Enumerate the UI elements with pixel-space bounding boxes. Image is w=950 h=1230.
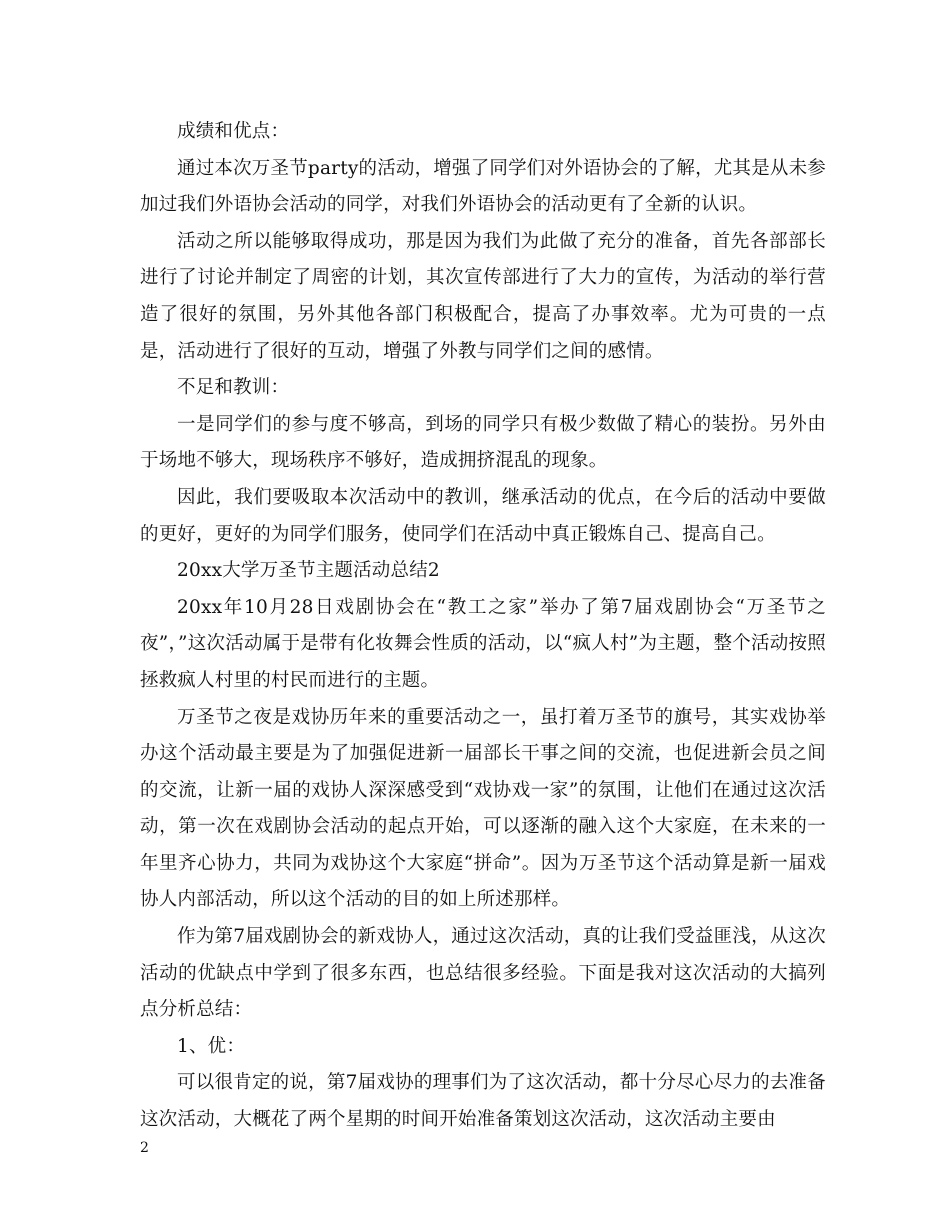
paragraph: 可以很肯定的说，第7届戏协的理事们为了这次活动，都十分尽心尽力的去准备这次活动，大概花了两个星期的时间开始准备策划这次活动，这次活动主要由 — [140, 1072, 826, 1131]
paragraph: 通过本次万圣节party的活动，增强了同学们对外语协会的了解，尤其是从未参加过我们外语协会活动的同学，对我们外语协会的活动更有了全新的认识。 — [140, 157, 827, 216]
document-body — [140, 114, 826, 1139]
paragraph: 20xx年10月28日戏剧协会在“教工之家”举办了第7届戏剧协会“万圣节之夜”，”这次活动属于是带有化妆舞会性质的活动，以“疯人村”为主题，整个活动按照拯救疯人村里的村民而进行的主题。 — [140, 596, 826, 691]
paragraph: 因此，我们要吸取本次活动中的教训，继承活动的优点，在今后的活动中要做的更好，更好的为同学们服务，使同学们在活动中真正锻炼自己、提高自己。 — [140, 486, 826, 545]
paragraph: 作为第7届戏剧协会的新戏协人，通过这次活动，真的让我们受益匪浅，从这次活动的优缺点中学到了很多东西，也总结很多经验。下面是我对这次活动的大搞列点分析总结： — [140, 926, 826, 1021]
page-number: 2 — [140, 1140, 149, 1156]
article-title: 20xx大学万圣节主题活动总结2 — [177, 560, 440, 582]
section-heading-achievements: 成绩和优点： — [177, 121, 290, 142]
paragraph: 万圣节之夜是戏协历年来的重要活动之一，虽打着万圣节的旗号，其实戏协举办这个活动最主要是为了加强促进新一届部长干事之间的交流，也促进新会员之间的交流，让新一届的戏协人深深感受到“戏协戏一家”的氛围，让他们在通过这次活动，第一次在戏剧协会活动的起点开始，可以逐渐的融入这个大家庭，在未来的一年里齐心协力，共同为戏协这个大家庭“拼命”。因为万圣节这个活动算是新一届戏协人内部活动，所以这个活动的目的如上所述那样。 — [140, 706, 826, 911]
list-heading-advantages: 1、优： — [177, 1035, 246, 1057]
section-heading-shortcomings: 不足和教训： — [177, 377, 290, 399]
paragraph: 一是同学们的参与度不够高，到场的同学只有极少数做了精心的装扮。另外由于场地不够大，现场秩序不够好，造成拥挤混乱的现象。 — [140, 413, 826, 472]
paragraph: 活动之所以能够取得成功，那是因为我们为此做了充分的准备，首先各部部长进行了讨论并制定了周密的计划，其次宣传部进行了大力的宣传，为活动的举行营造了很好的氛围，另外其他各部门积极配合，提高了办事效率。尤为可贵的一点是，活动进行了很好的互动，增强了外教与同学们之间的感情。 — [140, 230, 826, 362]
